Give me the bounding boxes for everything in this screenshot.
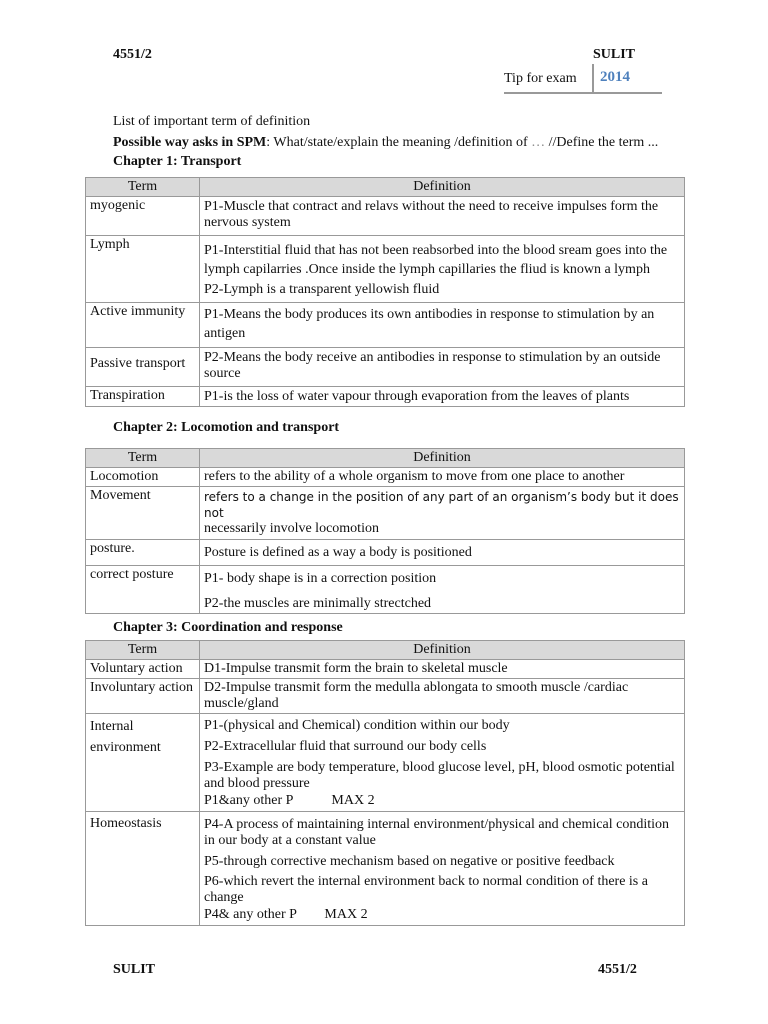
chapter-3-table <box>85 640 685 926</box>
definition-cell <box>200 197 685 236</box>
definition-text: refers to the ability of a whole organism to move from one place to another <box>204 469 625 484</box>
tip-banner <box>504 64 662 94</box>
definition-text: P6-which revert the internal environment back to normal condition of there is a change <box>204 874 648 905</box>
definition-header: Definition <box>200 641 685 660</box>
table-row <box>86 540 685 566</box>
table-row <box>86 387 685 407</box>
chapter-1-table <box>85 177 685 407</box>
tip-divider <box>592 64 594 92</box>
definition-text: P5-through corrective mechanism based on negative or positive feedback <box>204 854 615 869</box>
table-row <box>86 348 685 387</box>
term-cell: Involuntary action <box>86 679 200 714</box>
intro-dots: … <box>531 135 546 150</box>
definition-text: P3-Example are body temperature, blood glucose level, pH, blood osmotic potential and blood pressure <box>204 760 675 791</box>
definition-cell <box>200 540 685 566</box>
definition-text: refers to a change in the position of any part of an organism’s body but it does not <box>204 490 679 520</box>
definition-text: D1-Impulse transmit form the brain to skeletal muscle <box>204 661 508 676</box>
table-row <box>86 487 685 540</box>
term-cell: posture. <box>86 540 200 566</box>
definition-text: necessarily involve locomotion <box>204 521 379 536</box>
paper-code: 4551/2 <box>113 47 152 62</box>
definition-cell <box>200 387 685 407</box>
definition-cell <box>200 566 685 614</box>
definition-text: P4& any other P MAX 2 <box>204 907 368 922</box>
definition-cell <box>200 348 685 387</box>
table-row <box>86 679 685 714</box>
term-cell: Movement <box>86 487 200 540</box>
tip-year: 2014 <box>600 69 630 85</box>
classification-label: SULIT <box>593 47 636 62</box>
definition-cell <box>200 236 685 303</box>
definition-cell <box>200 714 685 812</box>
tip-label: Tip for exam <box>504 71 577 86</box>
table-row <box>86 468 685 487</box>
chapter-1-title: Chapter 1: Transport <box>113 154 242 169</box>
table-row <box>86 303 685 348</box>
term-cell: myogenic <box>86 197 200 236</box>
definition-cell <box>200 660 685 679</box>
definition-text: D2-Impulse transmit form the medulla ablongata to smooth muscle /cardiac muscle/gland <box>204 680 629 711</box>
table-row <box>86 812 685 926</box>
footer-classification: SULIT <box>113 962 156 977</box>
definition-cell <box>200 468 685 487</box>
definition-text: P1- body shape is in a correction position <box>204 571 437 586</box>
definition-text: P2-Lymph is a transparent yellowish fluid <box>204 282 440 297</box>
definition-header: Definition <box>200 178 685 197</box>
chapter-2-table <box>85 448 685 614</box>
term-cell: Locomotion <box>86 468 200 487</box>
definition-cell <box>200 812 685 926</box>
definition-text: P1-Muscle that contract and relavs without the need to receive impulses form the nervous system <box>204 199 659 230</box>
definition-text: P4-A process of maintaining internal environment/physical and chemical condition in our body at a constant value <box>204 817 669 848</box>
term-header: Term <box>86 641 200 660</box>
table-row <box>86 566 685 614</box>
definition-text: P1-is the loss of water vapour through evaporation from the leaves of plants <box>204 389 630 404</box>
definition-text: P1-Means the body produces its own antibodies in response to stimulation by an antigen <box>204 307 655 341</box>
chapter-2-title: Chapter 2: Locomotion and transport <box>113 420 340 435</box>
intro-line-1: List of important term of definition <box>113 114 311 129</box>
table-header-row <box>86 641 685 660</box>
definition-cell <box>200 303 685 348</box>
intro-end: //Define the term ... <box>545 135 659 150</box>
chapter-3-title: Chapter 3: Coordination and response <box>113 620 343 635</box>
definition-text: P1-(physical and Chemical) condition within our body <box>204 718 510 733</box>
term-header: Term <box>86 449 200 468</box>
definition-text: Posture is defined as a way a body is positioned <box>204 545 472 560</box>
definition-text: P2-Means the body receive an antibodies in response to stimulation by an outside source <box>204 350 661 381</box>
intro-rest: : What/state/explain the meaning /definition of <box>266 135 532 150</box>
table-header-row <box>86 449 685 468</box>
term-cell: Homeostasis <box>86 812 200 926</box>
intro-bold: Possible way asks in SPM <box>113 135 267 150</box>
term-cell: Lymph <box>86 236 200 303</box>
definition-text: P1&any other P MAX 2 <box>204 793 375 808</box>
footer-code: 4551/2 <box>598 962 637 977</box>
term-cell: Passive transport <box>86 348 200 387</box>
intro-line-2 <box>113 132 693 153</box>
intro <box>113 111 693 153</box>
definition-cell <box>200 679 685 714</box>
term-cell: Active immunity <box>86 303 200 348</box>
term-cell: Voluntary action <box>86 660 200 679</box>
definition-cell <box>200 487 685 540</box>
definition-header: Definition <box>200 449 685 468</box>
definition-text: P2-the muscles are minimally strectched <box>204 596 432 611</box>
term-header: Term <box>86 178 200 197</box>
term-cell: Internal environment <box>86 714 200 812</box>
definition-text: P2-Extracellular fluid that surround our body cells <box>204 739 487 754</box>
term-cell: correct posture <box>86 566 200 614</box>
table-row <box>86 236 685 303</box>
term-cell: Transpiration <box>86 387 200 407</box>
table-row <box>86 660 685 679</box>
table-row <box>86 714 685 812</box>
table-header-row <box>86 178 685 197</box>
definition-text: P1-Interstitial fluid that has not been reabsorbed into the blood sream goes into the lymph capilarries .Once inside the lymph capillaries the fliud is known a lymph <box>204 243 668 277</box>
table-row <box>86 197 685 236</box>
